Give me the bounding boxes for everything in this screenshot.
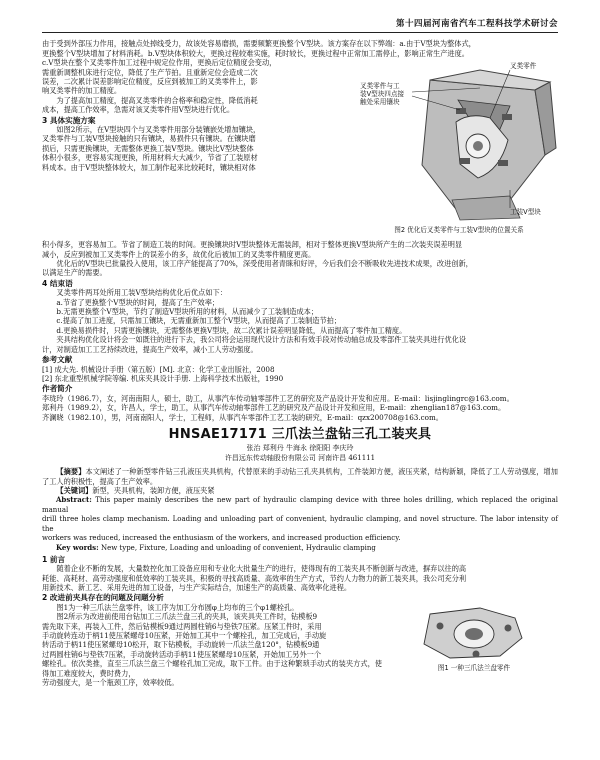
article-title: HNSAE17171 三爪法兰盘钻三孔工装夹具 (168, 426, 432, 442)
body-line: 计，对制造加工工艺持续改进，提高生产效率，减小工人劳动强度。 (42, 344, 258, 354)
author-bio-heading: 作者简介 (42, 384, 73, 394)
body-line: 随着企业不断的发展，大量数控化加工设备应用和专业化大批量生产的进行，使得现有的工装夹具不断创新与改进，摒弃以往的高 (56, 564, 467, 574)
body-line: 需先取下来，再装入工件，然后钻模板9通过两圆柱销6与垫铁7压紧。压紧工件时，采用 (42, 621, 322, 631)
running-header: 第十四届河南省汽车工程科技学术研讨会 (42, 20, 558, 33)
author-bio: 郑利丹（1989.2），女，许昌人，学士，助工，从事汽车传动轴零部件工艺的研究及产品设计开发和应用，E-mail：zhenglian187@163.com。 (42, 403, 506, 413)
body-line: 图2所示为改进前使用台钻加工三爪法兰盘三孔的夹具，该夹具夹工件时，钻模板9 (56, 612, 318, 622)
body-line: 手动旋转连动于柄11使压紧螺母10压紧，开始加工其中一个螺栓孔，加工完成后，手动旋 (42, 631, 327, 641)
figure-2-caption: 图2 优化后叉类零件与工装V型块的位置关系 (394, 226, 524, 235)
article-affiliation: 许昌远东传动轴股份有限公司 河南许昌 461111 (224, 453, 376, 462)
wrap-zone-fig2 (42, 58, 558, 240)
abstract-en-line: workers was reduced, increased the enthusiasm of the workers, and increased production efficiency. (42, 534, 401, 542)
body-line: 过两圆柱销6与垫铁7压紧，手动旋转活动手柄11使压紧螺母10压紧，开始加工另外一个 (42, 649, 322, 659)
body-line: 积小得多，更容易加工。节省了制造工装的时间。更换镶块时V型块整体无需装卸，相对于整体更换V型块所产生的二次装夹误差明显 (42, 240, 463, 250)
flange-part-illustration (390, 604, 558, 662)
reference-item: [1] 成大先. 机械设计手册（第五版）[M]. 北京：化学工业出版社，2008 (42, 364, 275, 374)
abstract-en-line: drill three holes clamp mechanism. Loading and unloading part of convenient, hydraulic clamping, and novel structure. The labor intensity of the (42, 515, 558, 533)
body-line: 叉类零件与工装V型块接触的只有镶块，易损件只有镶块。在镶块磨 (42, 134, 256, 144)
body-line: 如图2所示，在V型块四个与叉类零件用部分装镶嵌处增加镶块， (56, 125, 261, 135)
body-line: 减小，反应到被加工叉类零件上的误差小的多，故优化后被加工的叉类零件精度更高。 (42, 249, 316, 259)
body-line: 优化后的V型块已批量投入使用，该工序产能提高了70%，深受使用者青睐和好评，今后我们会不断吸收先进技术成果，改进创新， (56, 259, 473, 269)
wrap-zone-fig1 (42, 603, 558, 688)
references-heading: 参考文献 (42, 355, 73, 365)
abstract-block (42, 467, 558, 554)
author-bio: 齐澜晓（1982.10），男，河南南阳人，学士，工程师，从事汽车零部件工艺工装的研究，E-mail：qzx200708@163.com。 (42, 412, 443, 422)
article-section-2-heading: 2 改进前夹具存在的问题及问题分析 (42, 593, 164, 603)
conclusion-item: d.更换易损件时，只需更换镶块，无需整体更换V型块，故二次累计误差明显降低，从而提高了零件加工精度。 (56, 325, 407, 335)
intro-line: 更换整个V型块增加了材料消耗。b.V型块体积较大，更换过程较难实施，耗时较长，更换过程中正常加工需停止，影响正常生产进度。 (42, 48, 469, 58)
keywords-zh: 【关键词】新型，夹具机构，装卸方便，液压夹紧 (56, 485, 215, 495)
body-line: 为了提高加工精度，提高叉类零件的合格率和稳定性，降低消耗 (56, 95, 258, 105)
reference-item: [2] 东北重型机械学院等编. 机床夹具设计手册. 上海科学技术出版社，1990 (42, 373, 284, 383)
author-bio: 李珑玲（1986.7），女，河南南阳人，硕士，助工，从事汽车传动轴零部件工艺的研究及产品设计开发和应用。E-mail：lisjinglingrc@163.com。 (42, 393, 514, 403)
conclusion-item: b.无需更换整个V型块，节约了制造V型块所用的材料，从而减少了工装制造成本； (56, 307, 319, 317)
body-line: 响叉类零件的加工精度。 (42, 86, 122, 96)
fig2-label-inserts: 叉类零件与工 装V型块四点接 触处采用镶块 (360, 82, 405, 107)
body-line: 用新技术、新工艺、采用先进的加工设备，与生产实际结合，加速生产的高质量、高效率化进程。 (42, 583, 352, 593)
body-line: 料成本。由于V型块整体较大，加工制作起来比较耗时，镶块相对体 (42, 162, 256, 172)
figure-2 (360, 60, 558, 238)
body-line: 转活动于柄11使压紧螺母10松开，取下钻模板，手动旋转一爪法兰盘120°，钻模板9通 (42, 640, 320, 650)
body-line: 体积小很多，更容易实现更换，所用材料大大减少，节省了工装原材 (42, 153, 258, 163)
body-line: 误差，二次累计误差影响定位精度，反应到被加工的叉类零件上，影 (42, 77, 258, 87)
body-line: 损后，只需更换镶块，无需整体更换工装V型块。镶块比V型块整体 (42, 143, 254, 153)
body-line: 螺栓孔。依次类推，直至三爪法兰盘三个螺栓孔加工完成，取下工件。由于这种繁琐手动式的装夹方式，使得加工难度较大，费时费力， (42, 659, 382, 678)
conclusion-lead: 叉类零件两耳处所用工装V型块结构优化后优点如下： (56, 288, 227, 298)
fig2-label-fork-part: 叉类零件 (510, 62, 537, 71)
conclusion-item: a.节省了更换整个V型块的时间，提高了生产效率； (56, 297, 220, 307)
intro-paragraph (42, 39, 558, 58)
body-line: 图1为一种三爪法兰盘零件，该工序为加工分布圆φ上均布的三个φ1螺栓孔。 (56, 602, 299, 612)
after-figure-text (42, 240, 558, 278)
section-4-heading: 4 结束语 (42, 278, 73, 288)
abstract-en: Abstract: This paper mainly describes the new part of hydraulic clamping device with three holes drilling, which replaced the original manual (42, 495, 558, 514)
body-line: 以满足生产的需要。 (42, 268, 107, 278)
reference-list (42, 365, 558, 384)
article-section-1-heading: 1 前言 (42, 554, 66, 564)
intro-line: 由于受到外部压力作用，接触点处掉线受力，故该处容易磨损，需要频繁更换整个V型块。该方案存在以下弊端：a.由于V型块为整体式， (42, 39, 476, 49)
keywords-en: Key words: New type, Fixture, Loading and unloading of convenient, Hydraulic clamping (56, 543, 376, 553)
fig2-label-vblock: 工装V型块 (510, 208, 541, 217)
conclusion-item: c.提高了加工进度，只需加工镶块，无需重新加工整个V型块，从而提高了工装制造节拍； (56, 316, 342, 326)
body-line: 劳动强度大，是一个瓶颈工序，效率较低。 (42, 678, 179, 688)
author-bio-list (42, 394, 558, 422)
body-line: c.V型块在整个叉类零件加工过程中规定位作用，更换后定位精度会变动， (42, 58, 277, 68)
figure-1 (390, 604, 558, 674)
abstract-zh: 【摘要】本文阐述了一种新型零件钻三孔液压夹具机构，代替原来的手动钻三孔夹具机构，工件装卸方便，液压夹紧，结构新颖，降低了工人劳动强度，增加了工人的积极性，提高了生产效率。 (42, 467, 558, 486)
body-line: 耗能、高耗材、高劳动强度和低效率的工装夹具，积极的寻找高质量、高效率的生产方式，节约人力物力的新工装夹具，我公司充分利 (42, 573, 467, 583)
figure-1-caption: 图1 一种三爪法兰盘零件 (437, 664, 511, 673)
article-authors: 张治 郑利丹 牛海永 徐阳阳 李庆玲 (246, 444, 354, 453)
body-line: 夹具结构优化设计将会一如既往的进行下去，我公司将会运用现代设计方法和有效手段对传动轴总成及零部件工装夹具进行优化设 (56, 335, 467, 345)
section-3-heading: 3 具体实施方案 (42, 115, 96, 125)
body-line: 成本，提高工作效率，急需对该叉类零件用V型块进行优化。 (42, 105, 235, 115)
body-line: 需重新调整机床进行定位，降低了生产节拍。且重新定位会造成二次 (42, 67, 258, 77)
